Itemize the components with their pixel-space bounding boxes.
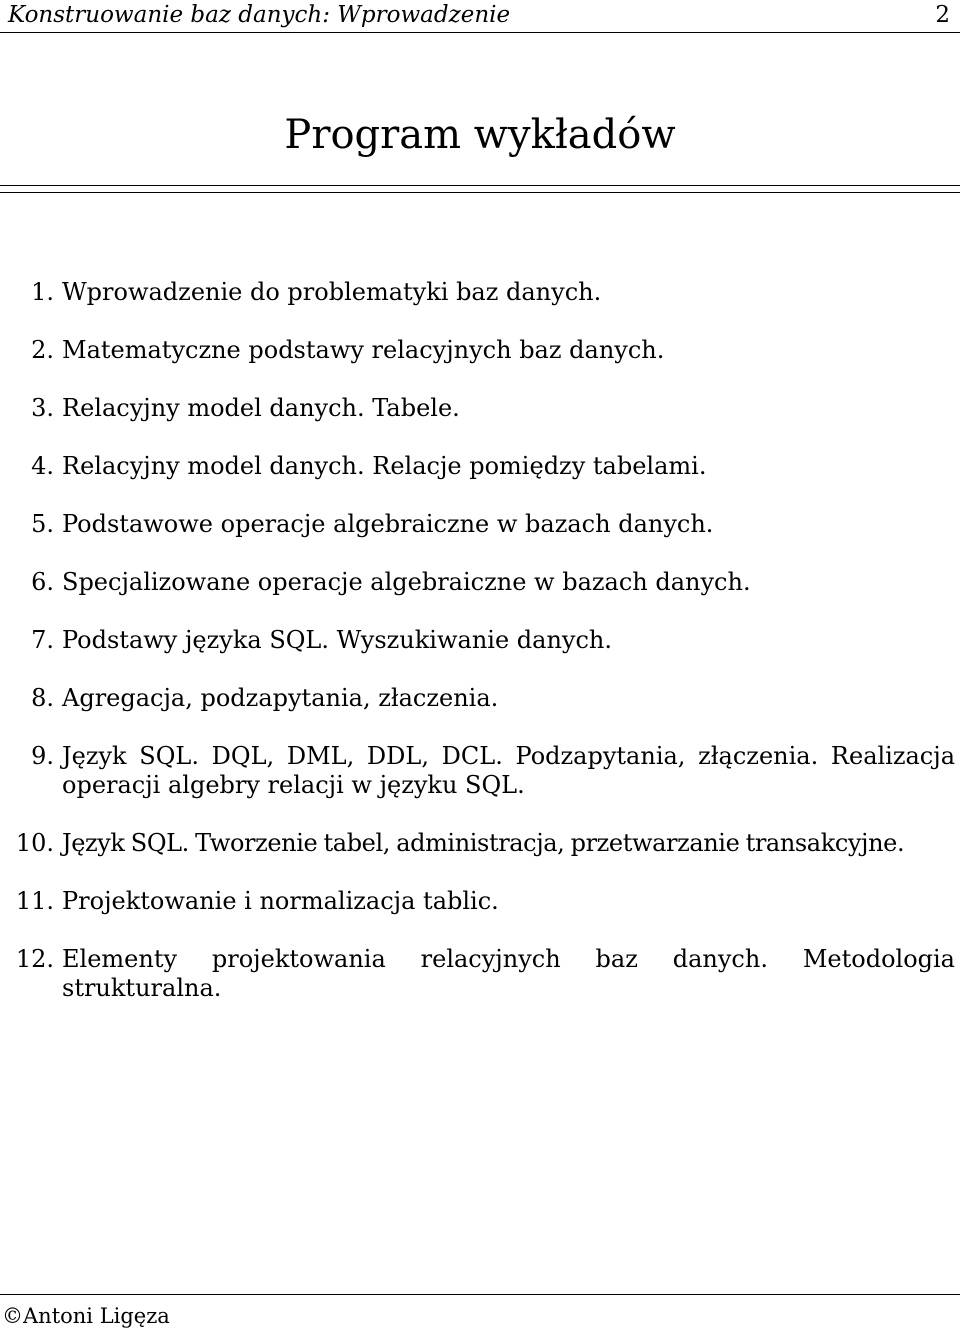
item-text: Specjalizowane operacje algebraiczne w bazach danych.: [62, 568, 751, 596]
item-number: 6.: [31, 568, 54, 596]
item-text: Matematyczne podstawy relacyjnych baz danych.: [62, 336, 665, 364]
list-item: [10, 336, 955, 365]
item-text: Relacyjny model danych. Relacje pomiędzy tabelami.: [62, 452, 707, 480]
item-number: 10.: [15, 829, 54, 857]
list-item: [10, 626, 955, 655]
page-number: 2: [935, 2, 950, 28]
list-item: [10, 742, 955, 800]
item-number: 3.: [31, 394, 54, 422]
item-text: Relacyjny model danych. Tabele.: [62, 394, 460, 422]
item-text: Język SQL. Tworzenie tabel, administracja, przetwarzanie transakcyjne.: [62, 829, 905, 857]
list-item: [10, 278, 955, 307]
running-header: [8, 0, 950, 30]
list-item: [10, 829, 955, 858]
header-rule: [0, 32, 960, 33]
item-text: Podstawy języka SQL. Wyszukiwanie danych.: [62, 626, 612, 654]
list-item: [10, 887, 955, 916]
copyright-footer: ©Antoni Ligęza: [2, 1304, 170, 1328]
list-item: [10, 568, 955, 597]
item-number: 5.: [31, 510, 54, 538]
item-text: Podstawowe operacje algebraiczne w bazach danych.: [62, 510, 714, 538]
item-number: 8.: [31, 684, 54, 712]
item-number: 2.: [31, 336, 54, 364]
list-item: [10, 452, 955, 481]
item-number: 4.: [31, 452, 54, 480]
list-item: [10, 684, 955, 713]
item-text: Agregacja, podzapytania, złaczenia.: [62, 684, 499, 712]
page-title: Program wykładów: [284, 112, 676, 158]
footer-rule: [0, 1294, 960, 1295]
item-number: 9.: [31, 742, 54, 770]
item-text: Elementy projektowania relacyjnych baz danych. Metodologia strukturalna.: [62, 945, 955, 1002]
item-number: 11.: [15, 887, 54, 915]
item-number: 12.: [15, 945, 54, 973]
lecture-program-list: [10, 278, 955, 1032]
list-item: [10, 394, 955, 423]
title-rule: [0, 185, 960, 193]
item-number: 7.: [31, 626, 54, 654]
item-text: Projektowanie i normalizacja tablic.: [62, 887, 499, 915]
item-text: Wprowadzenie do problematyki baz danych.: [62, 278, 602, 306]
item-text: Język SQL. DQL, DML, DDL, DCL. Podzapytania, złączenia. Realizacja operacji algebry relacji w języku SQL.: [62, 742, 955, 799]
list-item: [10, 945, 955, 1003]
item-number: 1.: [31, 278, 54, 306]
course-title: Konstruowanie baz danych: Wprowadzenie: [8, 2, 511, 28]
list-item: [10, 510, 955, 539]
